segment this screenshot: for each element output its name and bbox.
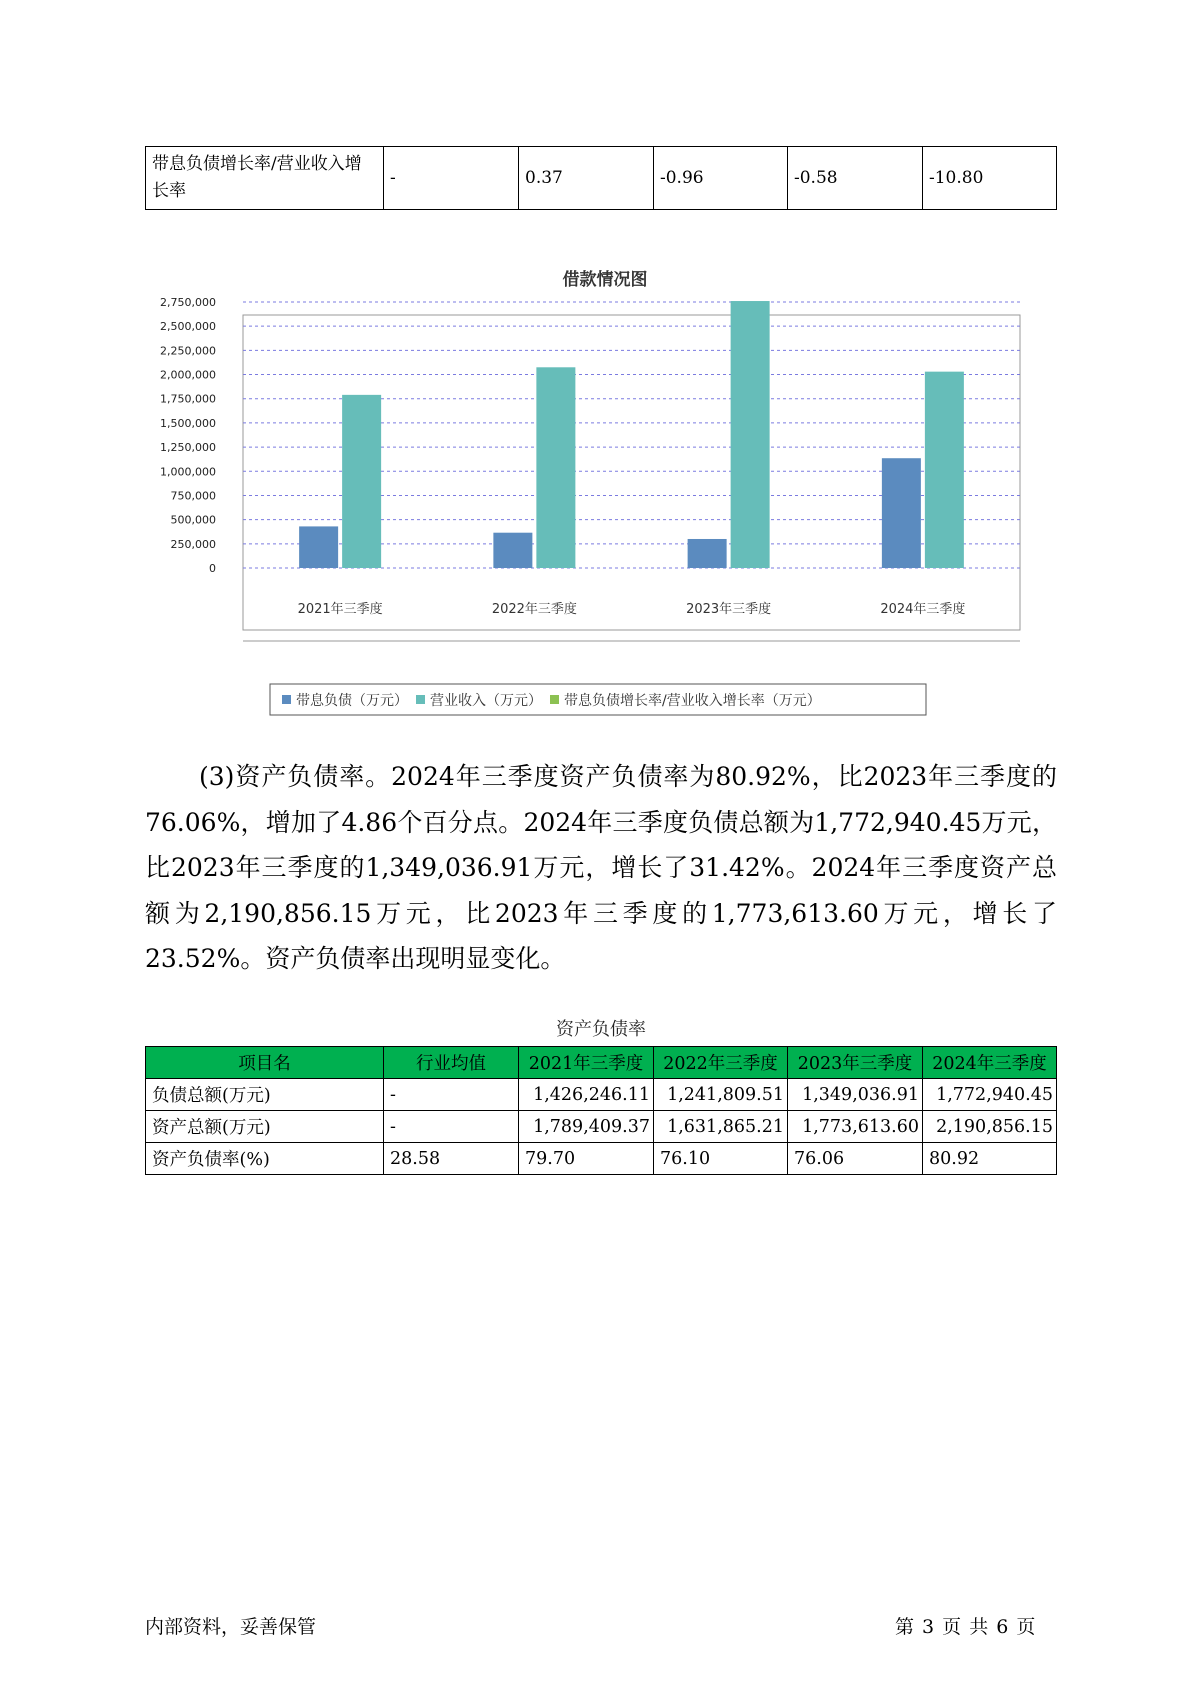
industry-value: -: [384, 1079, 519, 1111]
top-table: [145, 146, 1057, 210]
industry-value: -: [384, 147, 519, 210]
cell-value: 1,789,409.37: [519, 1111, 654, 1143]
header-cell: 2022年三季度: [654, 1047, 788, 1079]
footer-page-number: 第 3 页 共 6 页: [895, 1616, 1036, 1638]
cell-value: 76.10: [654, 1143, 788, 1175]
chart-title: 借款情况图: [562, 270, 648, 290]
header-cell: 项目名: [146, 1047, 384, 1079]
bar-debt: [882, 458, 921, 568]
row-label: 资产总额(万元): [146, 1111, 384, 1143]
y-tick-label: 1,750,000: [160, 392, 216, 406]
legend-label: 带息负债（万元）: [296, 693, 408, 709]
table-row: [146, 1143, 1057, 1175]
y-tick-label: 1,000,000: [160, 465, 216, 479]
y-tick-label: 2,250,000: [160, 344, 216, 358]
x-tick-label: 2021年三季度: [297, 602, 383, 617]
table-row: [146, 1079, 1057, 1111]
cell-value: 80.92: [923, 1143, 1057, 1175]
cell-value: 76.06: [788, 1143, 923, 1175]
legend-label: 营业收入（万元）: [430, 693, 542, 709]
footer-confidential: 内部资料，妥善保管: [145, 1616, 317, 1638]
table-header-row: [146, 1047, 1057, 1079]
cell-value: 1,426,246.11: [519, 1079, 654, 1111]
cell-value: 1,631,865.21: [654, 1111, 788, 1143]
bar-debt: [493, 533, 532, 568]
table-row: [146, 147, 1057, 210]
row-label: 负债总额(万元): [146, 1079, 384, 1111]
legend-label: 带息负债增长率/营业收入增长率（万元）: [564, 693, 821, 709]
bar-debt: [688, 539, 727, 568]
cell-value: 1,241,809.51: [654, 1079, 788, 1111]
y-tick-label: 2,500,000: [160, 320, 216, 334]
cell-value: 2,190,856.15: [923, 1111, 1057, 1143]
cell-value: 1,773,613.60: [788, 1111, 923, 1143]
industry-value: -: [384, 1111, 519, 1143]
header-cell: 2024年三季度: [923, 1047, 1057, 1079]
y-tick-label: 0: [209, 562, 216, 575]
row-label: 带息负债增长率/营业收入增长率: [146, 147, 384, 210]
y-tick-label: 2,000,000: [160, 368, 216, 382]
debt-ratio-table: [145, 1046, 1057, 1175]
bar-debt: [299, 526, 338, 568]
legend-swatch: [282, 695, 291, 704]
y-tick-label: 1,250,000: [160, 441, 216, 455]
header-cell: 2023年三季度: [788, 1047, 923, 1079]
analysis-paragraph: (3)资产负债率。2024年三季度资产负债率为80.92%，比2023年三季度的76.06%，增加了4.86个百分点。2024年三季度负债总额为1,772,940.45万元，比2023年三季度的1,349,036.91万元，增长了31.42%。2024年三季度资产总额为2,190,856.15万元，比2023年三季度的1,773,613.60万元，增长了23.52%。资产负债率出现明显变化。: [145, 762, 1057, 973]
value-2021: 0.37: [519, 147, 654, 210]
cell-value: 1,772,940.45: [923, 1079, 1057, 1111]
table-row: [146, 1111, 1057, 1143]
bar-revenue: [536, 367, 575, 568]
legend-swatch: [416, 695, 425, 704]
x-tick-label: 2022年三季度: [491, 602, 577, 617]
industry-value: 28.58: [384, 1143, 519, 1175]
bar-revenue: [731, 301, 770, 568]
y-tick-label: 250,000: [170, 537, 216, 551]
bar-revenue: [925, 372, 964, 568]
row-label: 资产负债率(%): [146, 1143, 384, 1175]
value-2024: -10.80: [923, 147, 1057, 210]
cell-value: 79.70: [519, 1143, 654, 1175]
bar-revenue: [342, 395, 381, 568]
y-tick-label: 500,000: [170, 513, 216, 527]
header-cell: 行业均值: [384, 1047, 519, 1079]
legend-swatch: [550, 695, 559, 704]
x-tick-label: 2023年三季度: [686, 602, 772, 617]
value-2022: -0.96: [654, 147, 788, 210]
y-tick-label: 1,500,000: [160, 416, 216, 430]
table-caption: 资产负债率: [556, 1019, 646, 1040]
value-2023: -0.58: [788, 147, 923, 210]
x-tick-label: 2024年三季度: [880, 602, 966, 617]
borrowing-chart: [150, 262, 1030, 722]
cell-value: 1,349,036.91: [788, 1079, 923, 1111]
y-tick-label: 750,000: [170, 489, 216, 503]
y-tick-label: 2,750,000: [160, 296, 216, 309]
header-cell: 2021年三季度: [519, 1047, 654, 1079]
